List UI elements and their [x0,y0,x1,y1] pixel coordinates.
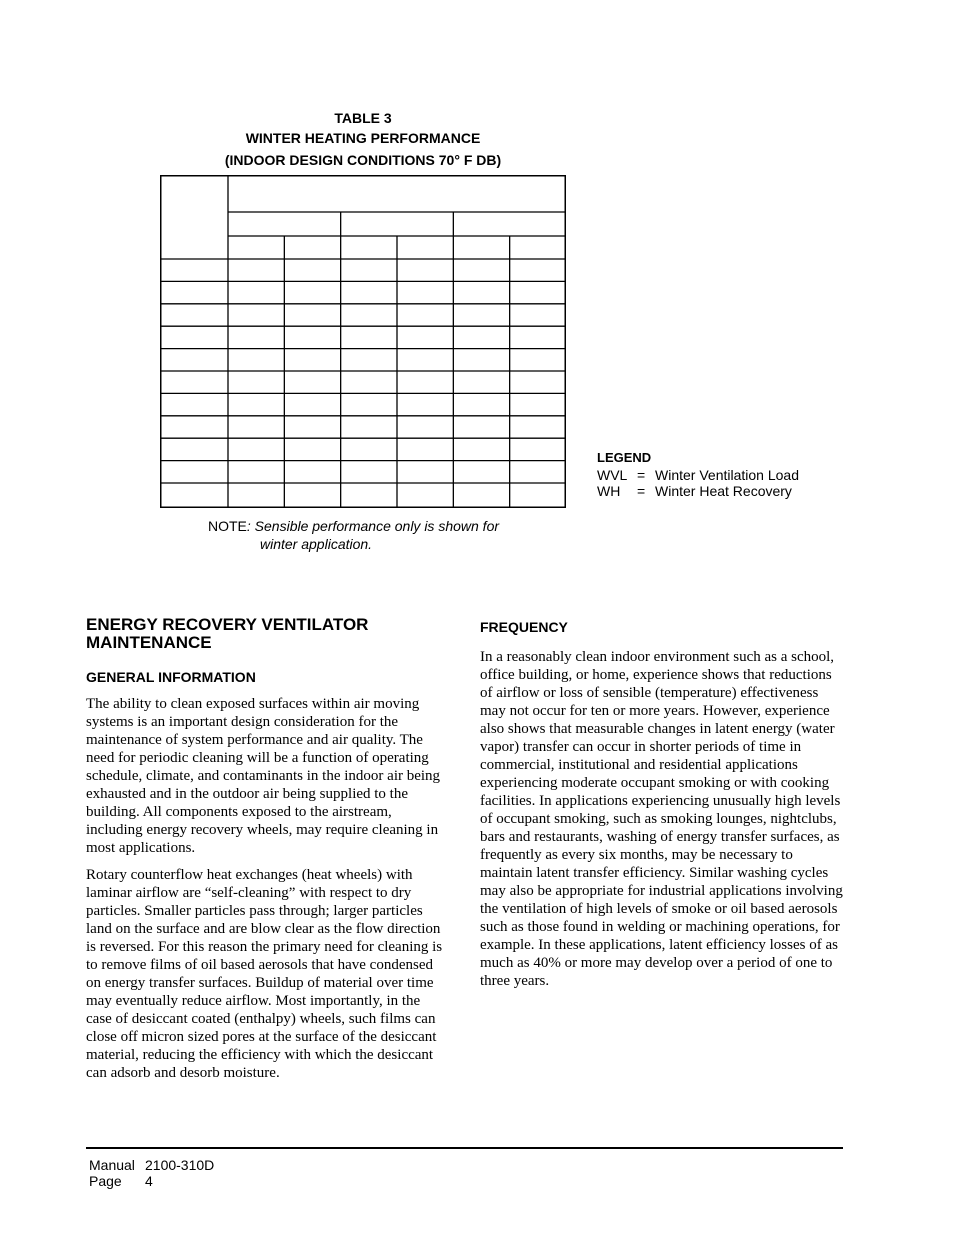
left-column [86,616,448,1082]
note-label: NOTE [208,518,247,534]
legend-abbr: WH [597,483,621,499]
table-subtitle: (INDOOR DESIGN CONDITIONS 70° F DB) [224,152,502,168]
general-info-paragraph-2: Rotary counterflow heat exchanges (heat wheels) with laminar airflow are “self-cleaning” with respect to dry particles. Smaller particles pass through; larger particles land on the surface and are blow clear as the flow direction is reversed. For this reason the primary need for cleaning is to remove films of oil based aerosols that have condensed on energy transfer surfaces. Buildup of material over time may eventually reduce airflow. Most importantly, in the case of desiccant coated (enthalpy) wheels, such films can close off micron sized pores at the surface of the desiccant material, reducing the efficiency with which the desiccant can adsorb and desorb moisture. [86,867,443,1081]
legend-title: LEGEND [597,450,652,465]
page-footer [89,1157,214,1189]
footer-manual [89,1157,214,1173]
general-information-heading: GENERAL INFORMATION [86,669,256,685]
manual-label: Manual [89,1157,135,1173]
legend-equals: = [637,483,646,499]
legend-abbr: WVL [597,466,628,483]
legend-equals: = [637,466,646,483]
page-label: Page [89,1173,122,1189]
page-number: 4 [145,1173,153,1189]
section-title: ENERGY RECOVERY VENTILATOR MAINTENANCE [86,615,369,652]
table-heading [160,108,566,170]
general-info-paragraph-1: The ability to clean exposed surfaces within air moving systems is an important design consideration for the maintenance of system performance and air quality. The need for periodic cleaning will be a function of operating schedule, climate, and contaminants in the indoor air being exhausted and in the outdoor air being supplied to the building. All components exposed to the airstream, including energy recovery wheels, may require cleaning in most applications. [86,696,441,856]
table-note [208,517,499,553]
legend-item-wh [597,483,799,500]
legend [597,450,799,500]
table-title: WINTER HEATING PERFORMANCE [245,130,481,146]
note-line-2: winter application. [260,536,373,552]
legend-item-wvl [597,467,799,484]
legend-text: Winter Heat Recovery [655,483,792,499]
table-border [161,176,566,508]
performance-table [160,175,566,508]
footer-divider [86,1147,843,1149]
performance-table-grid [160,175,566,508]
frequency-heading: FREQUENCY [480,619,568,635]
footer-page [89,1173,214,1189]
legend-text: Winter Ventilation Load [655,466,799,483]
frequency-paragraph: In a reasonably clean indoor environment such as a school, office building, or home, experience shows that reductions of airflow or loss of sensible (temperature) effectiveness may not occur for ten or more years. However, experience also shows that measurable changes in latent energy (water vapor) transfer can occur in shorter periods of time in commercial, institutional and residential applications experiencing moderate occupant smoking or with cooking facilities. In applications experiencing unusually high levels of occupant smoking, such as smoking lounges, nightclubs, bars and restaurants, washing of energy transfer surfaces, as frequently as every six months, may be necessary to maintain latent transfer efficiency. Similar washing cycles may also be appropriate for industrial applications involving the ventilation of high levels of smoke or oil based aerosols such as those found in welding or machining operations, for example. In these applications, latent efficiency losses of as much as 40% or more may develop over a period of one to three years. [480,649,843,989]
note-line-1: : Sensible performance only is shown for [246,518,500,534]
manual-number: 2100-310D [145,1157,215,1173]
right-column [480,618,845,990]
table-number: TABLE 3 [334,110,392,126]
